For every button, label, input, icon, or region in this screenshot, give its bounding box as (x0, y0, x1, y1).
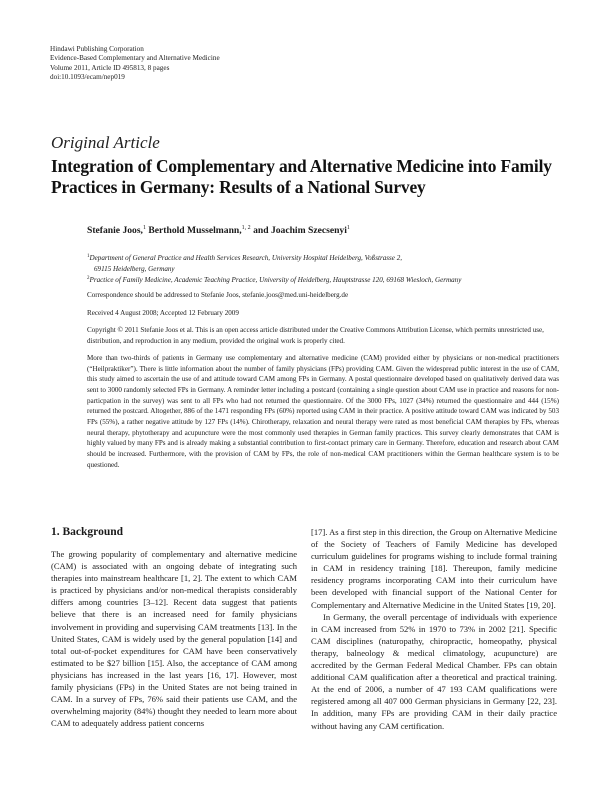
author-affil-ref: 1 (142, 225, 146, 231)
paragraph: In Germany, the overall percentage of individuals with experience in CAM increased from 52% in 1970 to 73% in 2002 [21]. Specific CAM disciplines (naturopathy, chiropractic, homeopathy, physical therapy, balneology & medical climatology, acupuncture) are accredited by the German Federal Medical Chamber. FPs can obtain additional CAM qualification after a theoretical and practical training. At the end of 2006, a number of 47 193 CAM qualifications were registered among all 407 000 German physicians in Germany [22, 23]. In addition, many FPs are providing CAM in their daily practice without having any CAM certification. (311, 611, 557, 731)
affil-text: Practice of Family Medicine, Academic Teaching Practice, University of Heidelberg, Hauptstrasse 120, 69168 Wiesloch, Germany (89, 276, 462, 285)
copyright-notice: Copyright © 2011 Stefanie Joos et al. This is an open access article distributed under the Creative Commons Attribution License, which permits unrestricted use, distribution, and reproduction in any medium, provided the original work is properly cited. (87, 326, 544, 345)
affil-number: 2 (87, 276, 90, 282)
affil-number: 1 (87, 254, 90, 259)
journal-name: Evidence-Based Complementary and Alternative Medicine (50, 54, 220, 63)
article-title: Integration of Complementary and Alternative Medicine into Family Practices in Germany: Results of a National Survey (51, 156, 552, 197)
body-column-right (311, 526, 557, 732)
author: Berthold Musselmann, (148, 225, 242, 236)
paragraph: [17]. As a first step in this direction, the Group on Alternative Medicine of the Society of Teachers of Family Medicine has developed curriculum guidelines for programs wishing to include formal training in CAM in residency training [18]. Thereupon, family medicine residency programs incorporating CAM into their curriculum have been developed with financial support of the National Center for Complementary and Alternative Medicine in the United States [19, 20]. (311, 527, 557, 610)
author-list (87, 225, 350, 236)
received-accepted-dates: Received 4 August 2008; Accepted 12 February 2009 (87, 309, 239, 317)
affiliation-1-cont: 69115 Heidelberg, Germany (94, 264, 175, 273)
affiliation-2 (87, 274, 557, 286)
abstract: More than two-thirds of patients in Germany use complementary and alternative medicine (CAM) provided either by physicians or non-medical practitioners (“Heilpraktiker”). There is little information about the number of family physicians (FPs) providing CAM. Given the widespread public interest in the use of CAM, this study aimed to ascertain the use of and attitude toward CAM among FPs in Germany. A postal questionnaire developed based on qualitatively derived data was sent to 3000 randomly selected FPs in Germany. A reminder letter including a postcard (containing a single question about CAM use in practice and reasons for non-particpation in the survey) was sent to all FPs who had not returned the questionnaire. Of the 3000 FPs, 1027 (34%) returned the questionnaire and 444 (15%) returned the postcard. Altogether, 886 of the 1471 responding FPs (60%) reported using CAM in their practice. A positive attitude toward CAM was indicated by 503 FPs (55%), a rather negative attitude by 127 FPs (14%). Chirotherapy, relaxation and neural therapy were rated as most beneficial CAM therapies by FPs, whereas neural therapy, phytotherapy and acupuncture were the most commonly used therapies in German family practices. This survey clearly demonstrates that CAM is highly valued by many FPs and is already making a substantial contribution to first-contact primary care in Germany. Therefore, education and research about CAM should be increased. Furthermore, with the provision of CAM by FPs, the role of non-medical CAM practitioners within the German healthcare system is to be questioned. (87, 354, 559, 469)
section-heading: 1. Background (51, 526, 124, 538)
paragraph: The growing popularity of complementary and alternative medicine (CAM) is associated with an ongoing debate of integrating such therapies into mainstream healthcare [1, 2]. The extent to which CAM is practiced by physicians and/or non-medical therapists considerably differs among countries [3–12]. Recent data suggest that patients believe that there is an increased need for family physicians involvement in providing and supervising CAM treatments [13]. In the United States, CAM is widely used by the general population [14] and total out-of-pocket expenditures for CAM have been conservatively estimated to be $27 billion [15]. Also, the acceptance of CAM among physicians has increased in the last years [16, 17]. However, most family physicians (FPs) in the United States are not being trained in CAM. In a survey of FPs, 76% said their patients use CAM, and the overwhelming majority (84%) thought they needed to learn more about CAM to adequately address patient concerns (51, 549, 297, 729)
author-affil-ref: 1, 2 (241, 225, 251, 231)
affiliations (87, 252, 557, 286)
author: and Joachim Szecsenyi (253, 225, 347, 236)
doi: doi:10.1093/ecam/nep019 (50, 73, 125, 82)
author: Stefanie Joos, (87, 225, 143, 236)
correspondence: Correspondence should be addressed to Stefanie Joos, stefanie.joos@med.uni-heidelberg.de (87, 291, 349, 299)
article-type: Original Article (51, 133, 160, 152)
affiliation-1 (87, 252, 557, 264)
journal-header (50, 45, 220, 83)
body-column-left (51, 548, 297, 729)
author-affil-ref: 1 (346, 225, 350, 231)
affil-text: Department of General Practice and Health Services Research, University Hospital Heidelberg, Voßstrasse 2, (89, 254, 403, 262)
publisher: Hindawi Publishing Corporation (50, 45, 144, 53)
volume-info: Volume 2011, Article ID 495813, 8 pages (50, 63, 170, 72)
